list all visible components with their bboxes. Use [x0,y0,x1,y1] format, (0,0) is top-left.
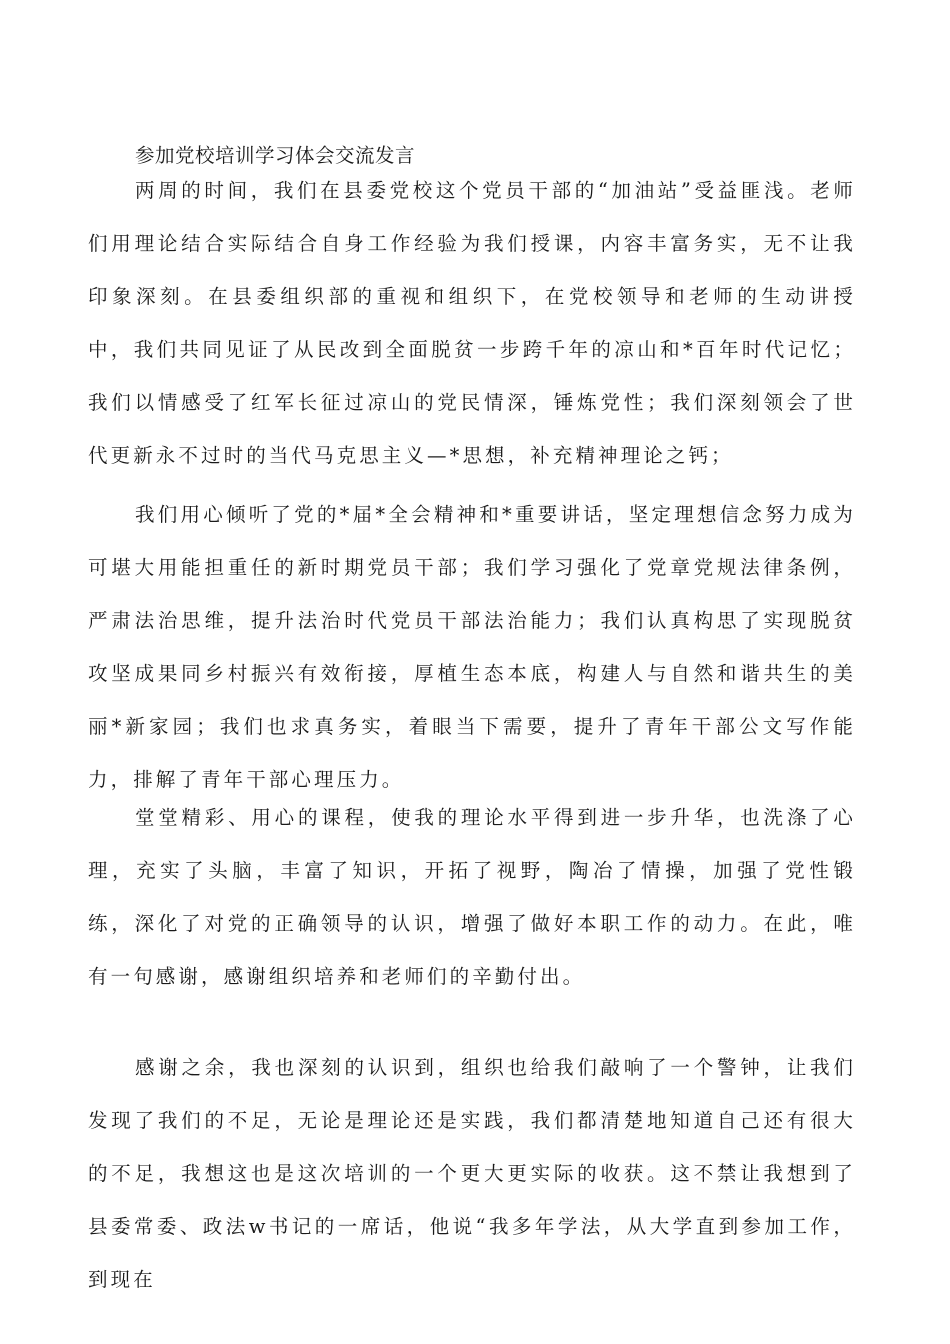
paragraph-4: 感谢之余，我也深刻的认识到，组织也给我们敲响了一个警钟，让我们发现了我们的不足，无论是理论还是实践，我们都清楚地知道自己还有很大的不足，我想这也是这次培训的一个更大更实际的收获。这不禁让我想到了县委常委、政法w书记的一席话，他说“我多年学法，从大学直到参加工作，到现在 [88,1056,856,1291]
paragraph-1: 两周的时间，我们在县委党校这个党员干部的“加油站”受益匪浅。老师们用理论结合实际结合自身工作经验为我们授课，内容丰富务实，无不让我印象深刻。在县委组织部的重视和组织下，在党校领导和老师的生动讲授中，我们共同见证了从民改到全面脱贫一步跨千年的凉山和*百年时代记忆；我们以情感受了红军长征过凉山的党民情深，锤炼党性；我们深刻领会了世代更新永不过时的当代马克思主义—*思想，补充精神理论之钙； [88,179,856,467]
paragraph-2: 我们用心倾听了党的*届*全会精神和*重要讲话，坚定理想信念努力成为可堪大用能担重任的新时期党员干部；我们学习强化了党章党规法律条例，严肃法治思维，提升法治时代党员干部法治能力；我们认真构思了实现脱贫攻坚成果同乡村振兴有效衔接，厚植生态本底，构建人与自然和谐共生的美丽*新家园；我们也求真务实，着眼当下需要，提升了青年干部公文写作能力，排解了青年干部心理压力。 [88,503,856,791]
paragraph-3: 堂堂精彩、用心的课程，使我的理论水平得到进一步升华，也洗涤了心理，充实了头脑，丰富了知识，开拓了视野，陶冶了情操，加强了党性锻练，深化了对党的正确领导的认识，增强了做好本职工作的动力。在此，唯有一句感谢，感谢组织培养和老师们的辛勤付出。 [88,806,856,988]
document-title: 参加党校培训学习体会交流发言 [135,144,416,167]
